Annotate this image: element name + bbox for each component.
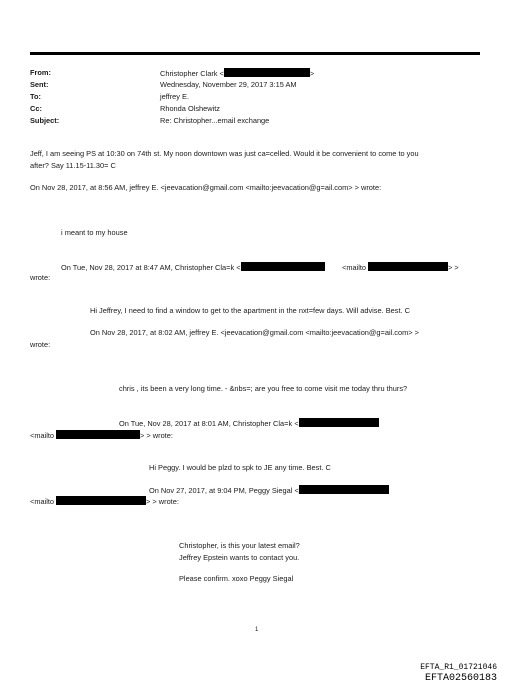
message-line: Jeff, I am seeing PS at 10:30 on 74th st. My noon downtown was just ca=celled. Would it be convenient to come to you	[30, 149, 419, 158]
redaction-box	[299, 485, 389, 494]
quote-text: <mailto	[30, 431, 55, 440]
message-line: Hi Jeffrey, I need to find a window to get to the apartment in the nxt=few days. Will advise. Best. C	[90, 306, 410, 315]
page-number: 1	[255, 627, 259, 633]
quote-text: <mailto	[342, 263, 367, 272]
quote-header	[30, 430, 173, 440]
redaction-box	[241, 262, 325, 271]
footer-id-primary: EFTA_R1_01721046	[420, 663, 497, 672]
message-line: Jeffrey Epstein wants to contact you.	[179, 553, 300, 562]
cc-label: Cc:	[30, 104, 42, 113]
quote-text: > > wrote:	[146, 497, 179, 506]
quote-text: <mailto	[30, 497, 55, 506]
quote-text: On Tue, Nov 28, 2017 at 8:01 AM, Christopher Cla=k <	[119, 419, 299, 428]
to-value: jeffrey E.	[160, 92, 190, 101]
quote-header	[30, 496, 179, 506]
subject-label: Subject:	[30, 116, 60, 125]
quote-text: > >	[448, 263, 459, 272]
message-line: after? Say 11.15-11.30= C	[30, 161, 116, 170]
sent-value: Wednesday, November 29, 2017 3:15 AM	[160, 80, 297, 89]
quote-text: On Tue, Nov 28, 2017 at 8:47 AM, Christopher Cla=k <	[61, 263, 241, 272]
message-line: i meant to my house	[61, 228, 128, 237]
quote-header	[149, 485, 389, 495]
redaction-box	[56, 430, 140, 439]
message-line: Hi Peggy. I would be plzd to spk to JE any time. Best. C	[149, 463, 331, 472]
quote-header: On Nov 28, 2017, at 8:56 AM, jeffrey E. <jeevacation@gmail.com <mailto:jeevacation@g=ail.com> > wrote:	[30, 183, 382, 192]
footer-id-secondary: EFTA02560183	[424, 673, 497, 684]
message-line: Christopher, is this your latest email?	[179, 541, 300, 550]
quote-header: On Nov 28, 2017, at 8:02 AM, jeffrey E. <jeevacation@gmail.com <mailto:jeevacation@g=ail.com> >	[90, 328, 419, 337]
quote-header	[342, 262, 459, 272]
quote-wrote: wrote:	[30, 273, 51, 282]
quote-text: > > wrote:	[140, 431, 173, 440]
message-line: chris , its been a very long time. - &nbs=; are you free to come visit me today thru thurs?	[119, 384, 408, 393]
quote-header	[61, 262, 325, 272]
to-label: To:	[30, 92, 41, 101]
subject-value: Re: Christopher...email exchange	[160, 116, 270, 125]
cc-value: Rhonda Olshewitz	[160, 104, 220, 113]
redaction-box	[56, 496, 146, 505]
from-name: Christopher Clark <	[160, 69, 224, 78]
from-tail: >	[309, 69, 315, 78]
message-line: Please confirm. xoxo Peggy Siegal	[179, 574, 294, 583]
redaction-box	[224, 68, 310, 77]
from-label: From:	[30, 68, 51, 77]
quote-header	[119, 418, 379, 428]
redaction-box	[368, 262, 448, 271]
quote-text: On Nov 27, 2017, at 9:04 PM, Peggy Siegal <	[149, 486, 299, 495]
sent-label: Sent:	[30, 80, 49, 89]
header-rule	[30, 52, 480, 55]
from-value	[160, 68, 314, 78]
quote-wrote: wrote:	[30, 340, 51, 349]
redaction-box	[299, 418, 379, 427]
